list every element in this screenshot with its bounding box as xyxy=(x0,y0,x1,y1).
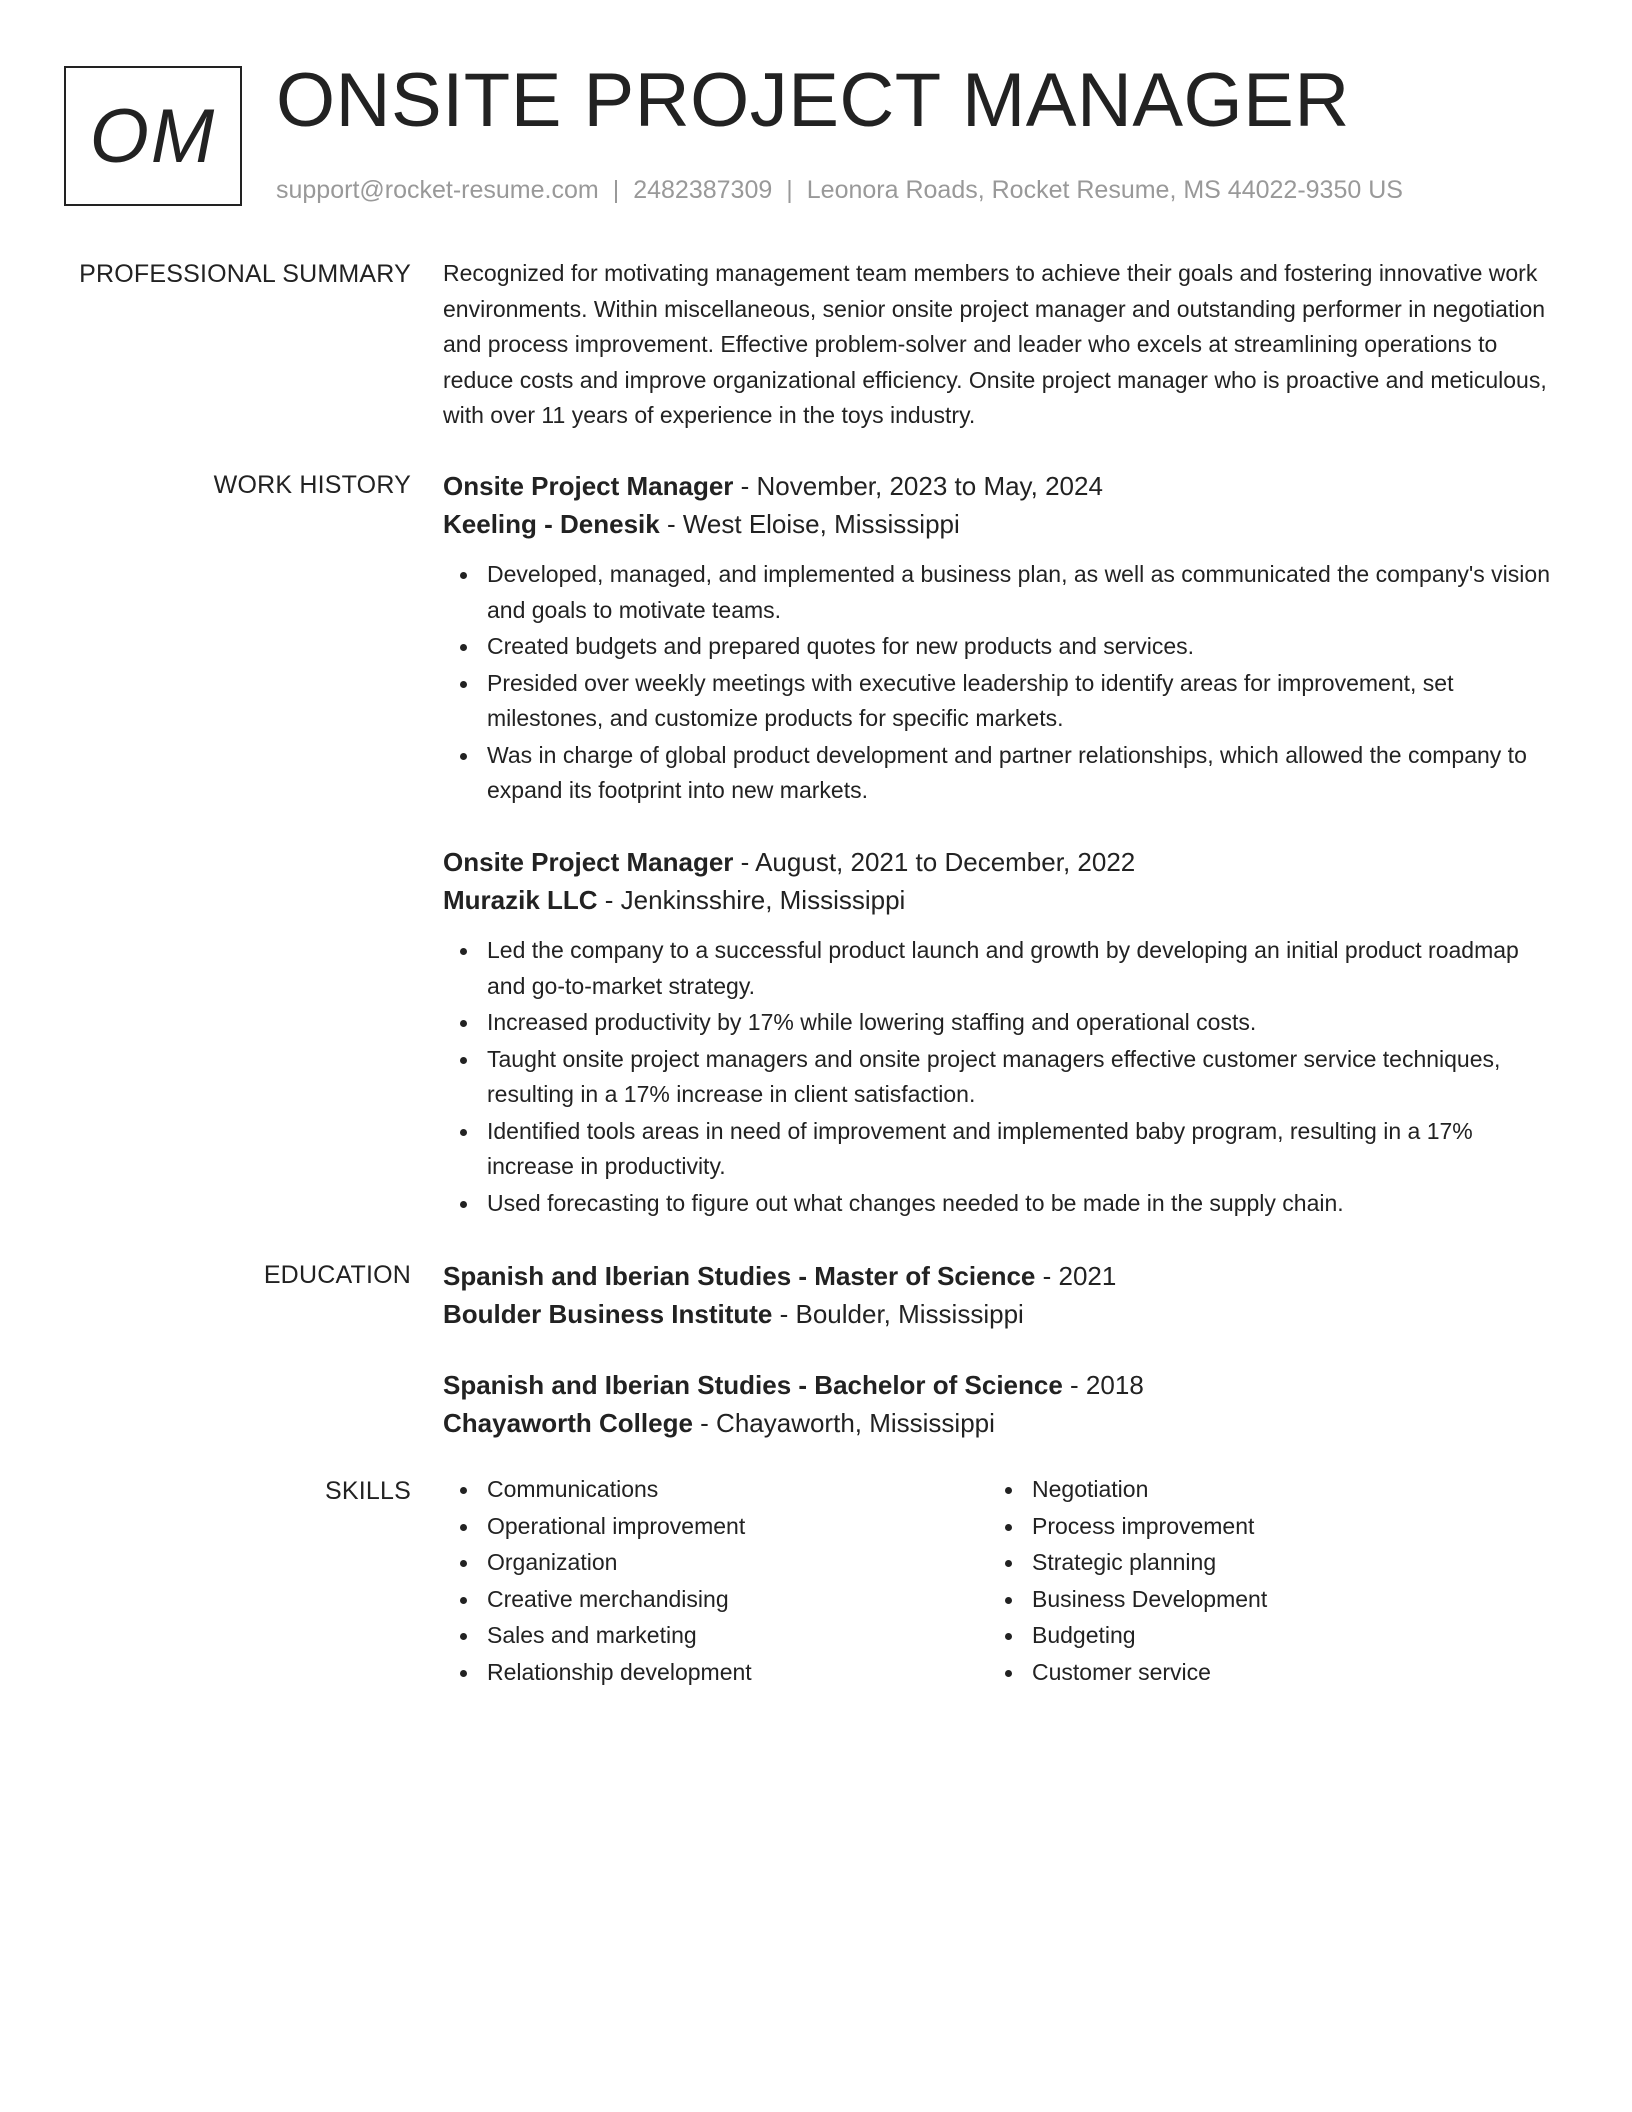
education-degree-line xyxy=(443,1257,1553,1295)
education-section-2 xyxy=(443,1366,1553,1442)
job-location: - Jenkinsshire, Mississippi xyxy=(597,885,906,915)
skills-column-left xyxy=(443,1472,988,1691)
job-bullet: Taught onsite project managers and onsite project managers effective customer service techniques, resulting in a 17% increase in client satisfaction. xyxy=(487,1042,1553,1113)
skill-item: Customer service xyxy=(1032,1655,1533,1691)
skill-item: Creative merchandising xyxy=(487,1582,988,1618)
skill-item: Sales and marketing xyxy=(487,1618,988,1654)
job-title: Onsite Project Manager xyxy=(443,471,734,501)
education-degree: Spanish and Iberian Studies - Master of Science xyxy=(443,1261,1036,1291)
education-year: - 2018 xyxy=(1062,1370,1144,1400)
job-title-line xyxy=(443,843,1553,881)
education-school-line xyxy=(443,1404,1553,1442)
skill-item: Communications xyxy=(487,1472,988,1508)
skill-item: Negotiation xyxy=(1032,1472,1533,1508)
job-bullet: Created budgets and prepared quotes for new products and services. xyxy=(487,629,1553,665)
education-location: - Boulder, Mississippi xyxy=(772,1299,1024,1329)
contact-separator: | xyxy=(612,176,620,204)
contact-email[interactable]: support@rocket-resume.com xyxy=(276,176,599,204)
skills-section xyxy=(443,1472,1553,1691)
job-location: - West Eloise, Mississippi xyxy=(659,509,960,539)
skill-item: Strategic planning xyxy=(1032,1545,1533,1581)
job-entry xyxy=(443,843,1553,1221)
education-degree: Spanish and Iberian Studies - Bachelor of Science xyxy=(443,1370,1063,1400)
job-entry xyxy=(443,467,1553,809)
contact-line xyxy=(276,173,1403,207)
education-degree-line xyxy=(443,1366,1553,1404)
job-bullet: Presided over weekly meetings with executive leadership to identify areas for improvement, set milestones, and customize products for specific markets. xyxy=(487,666,1553,737)
section-label-skills: SKILLS xyxy=(325,1477,411,1505)
job-title: Onsite Project Manager xyxy=(443,847,734,877)
contact-phone[interactable]: 2482387309 xyxy=(633,176,773,204)
education-school: Chayaworth College xyxy=(443,1408,693,1438)
job-bullet: Used forecasting to figure out what changes needed to be made in the supply chain. xyxy=(487,1186,1553,1222)
skill-item: Process improvement xyxy=(1032,1509,1533,1545)
skills-list xyxy=(443,1472,988,1690)
skill-item: Business Development xyxy=(1032,1582,1533,1618)
job-bullets xyxy=(443,933,1553,1221)
job-bullet: Identified tools areas in need of improvement and implemented baby program, resulting in a 17% increase in productivity. xyxy=(487,1114,1553,1185)
education-entry xyxy=(443,1257,1553,1333)
contact-address: Leonora Roads, Rocket Resume, MS 44022-9350 US xyxy=(806,176,1403,204)
section-label-education: EDUCATION xyxy=(263,1261,411,1289)
job-company-line xyxy=(443,505,1553,543)
monogram-box xyxy=(64,66,242,206)
skills-column-right xyxy=(988,1472,1533,1691)
monogram-initials: OM xyxy=(89,93,217,179)
job-bullet: Developed, managed, and implemented a business plan, as well as communicated the company's vision and goals to motivate teams. xyxy=(487,557,1553,628)
contact-separator: | xyxy=(786,176,793,204)
skill-item: Budgeting xyxy=(1032,1618,1533,1654)
job-company-line xyxy=(443,881,1553,919)
skill-item: Operational improvement xyxy=(487,1509,988,1545)
education-year: - 2021 xyxy=(1035,1261,1117,1291)
job-bullets xyxy=(443,557,1553,809)
resume-title: ONSITE PROJECT MANAGER xyxy=(276,58,1350,143)
job-title-line xyxy=(443,467,1553,505)
skills-grid xyxy=(443,1472,1553,1691)
section-label-summary: PROFESSIONAL SUMMARY xyxy=(79,260,411,288)
summary-text: Recognized for motivating management team members to achieve their goals and fostering innovative work environments. Within miscellaneous, senior onsite project manager and outstanding performer in negotiation and process improvement. Effective problem-solver and leader who excels at streamlining operations to reduce costs and improve organizational efficiency. Onsite project manager who is proactive and meticulous, with over 11 years of experience in the toys industry. xyxy=(443,260,1547,428)
skill-item: Relationship development xyxy=(487,1655,988,1691)
education-school-line xyxy=(443,1295,1553,1333)
education-section xyxy=(443,1257,1553,1333)
job-bullet: Led the company to a successful product launch and growth by developing an initial product roadmap and go-to-market strategy. xyxy=(487,933,1553,1004)
job-company: Keeling - Denesik xyxy=(443,509,660,539)
section-label-work-history: WORK HISTORY xyxy=(213,471,411,499)
job-bullet: Increased productivity by 17% while lowering staffing and operational costs. xyxy=(487,1005,1553,1041)
job-dates: - August, 2021 to December, 2022 xyxy=(733,847,1136,877)
education-school: Boulder Business Institute xyxy=(443,1299,773,1329)
summary-section xyxy=(443,256,1553,434)
job-bullet: Was in charge of global product development and partner relationships, which allowed the company to expand its footprint into new markets. xyxy=(487,738,1553,809)
education-entry xyxy=(443,1366,1553,1442)
job-company: Murazik LLC xyxy=(443,885,598,915)
skills-list xyxy=(988,1472,1533,1690)
job-dates: - November, 2023 to May, 2024 xyxy=(733,471,1103,501)
work-history-section xyxy=(443,467,1553,810)
work-history-section-2 xyxy=(443,843,1553,1222)
education-location: - Chayaworth, Mississippi xyxy=(692,1408,995,1438)
skill-item: Organization xyxy=(487,1545,988,1581)
